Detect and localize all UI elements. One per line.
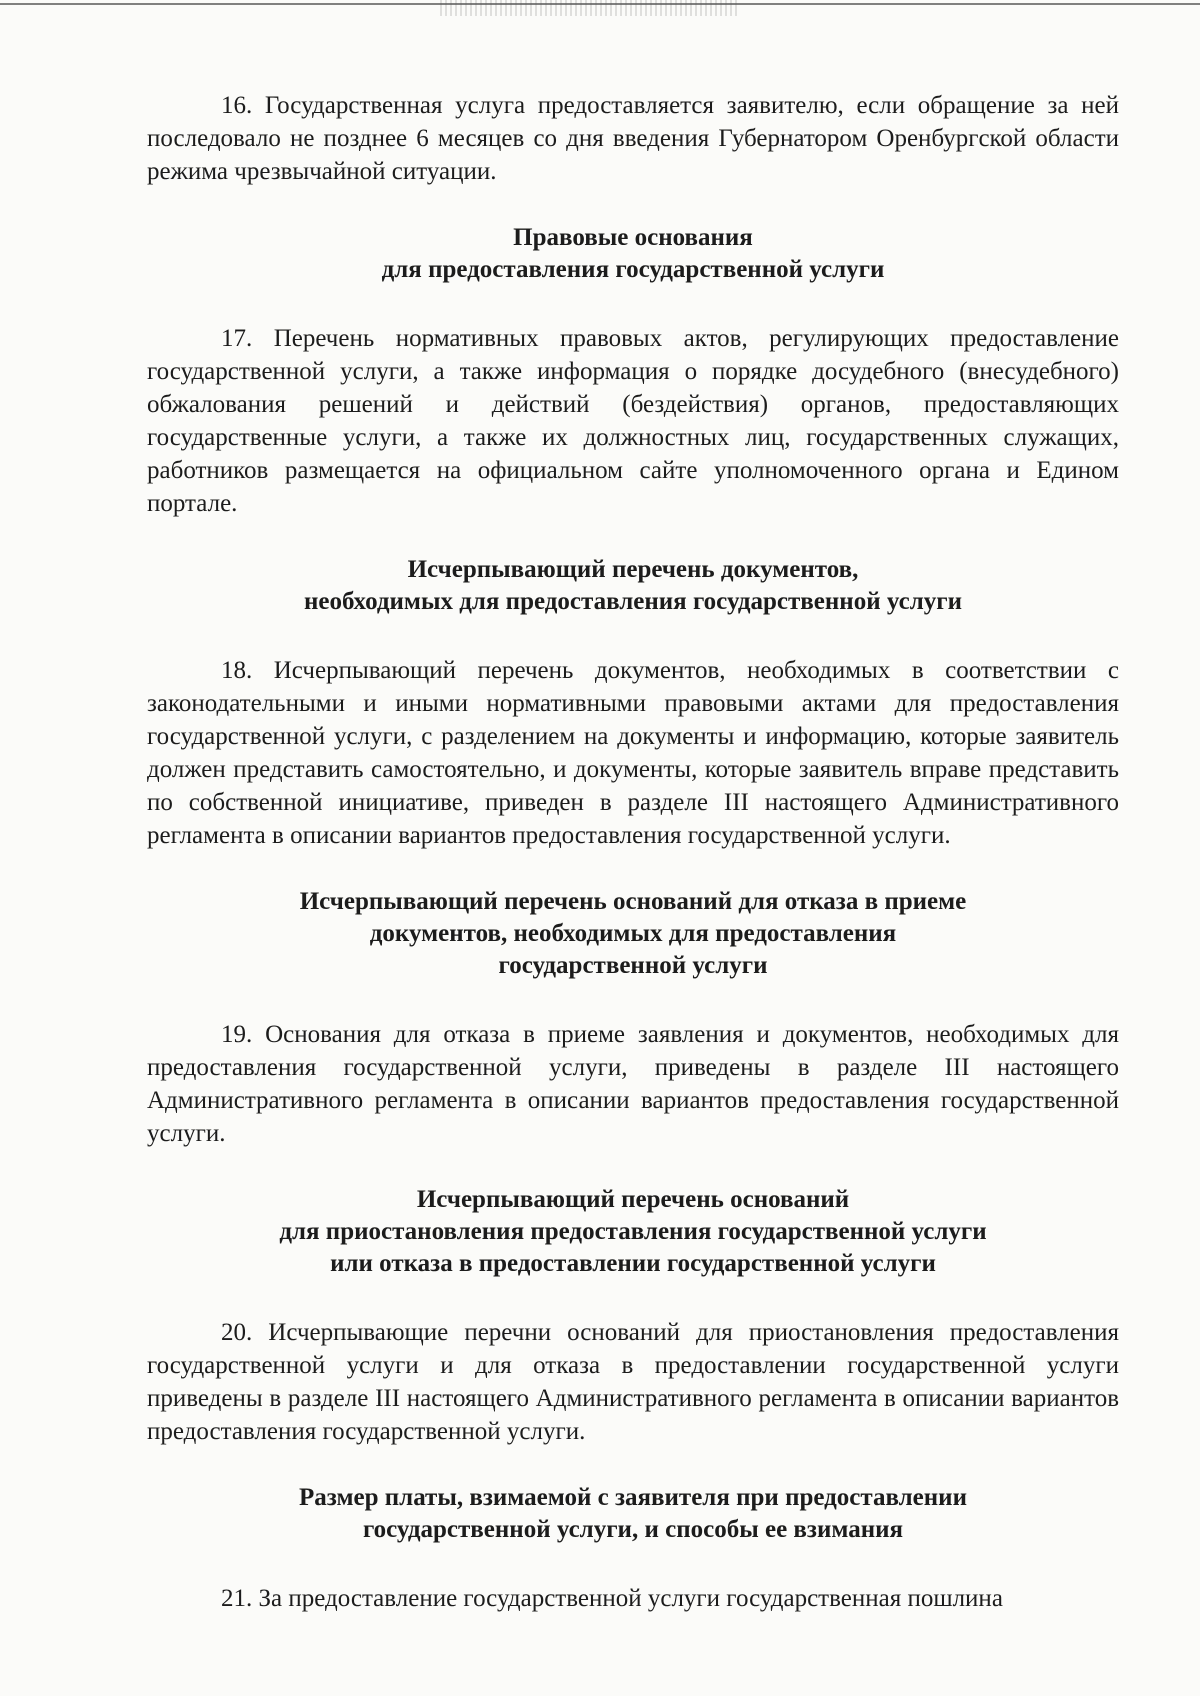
heading-fee	[147, 1482, 1119, 1546]
document-body	[147, 89, 1119, 1615]
heading-line: государственной услуги	[498, 952, 768, 979]
heading-suspension-grounds	[147, 1184, 1119, 1280]
heading-legal-basis	[147, 222, 1119, 286]
heading-refusal-grounds	[147, 886, 1119, 982]
heading-line: Исчерпывающий перечень оснований для отказа в приеме	[299, 888, 967, 915]
paragraph-17: 17. Перечень нормативных правовых актов, регулирующих предоставление государственной услуги, а также информация о порядке досудебного (внесудебного) обжалования решений и действий (бездействия) органов, предоставляющих государственные услуги, а также их должностных лиц, государственных служащих, работников размещается на официальном сайте уполномоченного органа и Едином портале.	[147, 325, 1119, 517]
heading-documents-list	[147, 554, 1119, 618]
heading-line: Исчерпывающий перечень документов,	[407, 556, 859, 583]
paragraph-21: 21. За предоставление государственной услуги государственная пошлина	[221, 1585, 1003, 1612]
paragraph-18: 18. Исчерпывающий перечень документов, необходимых в соответствии с законодательными и иными нормативными правовыми актами для предоставления государственной услуги, с разделением на документы и информацию, которые заявитель должен представить самостоятельно, и документы, которые заявитель вправе представить по собственной инициативе, приведен в разделе III настоящего Административного регламента в описании вариантов предоставления государственной услуги.	[147, 657, 1119, 849]
heading-line: или отказа в предоставлении государственной услуги	[330, 1250, 936, 1277]
scan-artifact	[440, 0, 740, 16]
paragraph-20: 20. Исчерпывающие перечни оснований для приостановления предоставления государственной услуги и для отказа в предоставлении государственной услуги приведены в разделе III настоящего Административного регламента в описании вариантов предоставления государственной услуги.	[147, 1319, 1119, 1445]
heading-line: Размер платы, взимаемой с заявителя при предоставлении	[299, 1484, 967, 1511]
heading-line: Правовые основания	[513, 224, 753, 251]
heading-line: Исчерпывающий перечень оснований	[416, 1186, 850, 1213]
heading-line: для предоставления государственной услуги	[381, 256, 885, 283]
heading-line: документов, необходимых для предоставления	[369, 920, 897, 947]
heading-line: необходимых для предоставления государственной услуги	[304, 588, 962, 615]
paragraph-19: 19. Основания для отказа в приеме заявления и документов, необходимых для предоставления государственной услуги, приведены в разделе III настоящего Административного регламента в описании вариантов предоставления государственной услуги.	[147, 1021, 1119, 1147]
heading-line: государственной услуги, и способы ее взимания	[362, 1516, 904, 1543]
heading-line: для приостановления предоставления государственной услуги	[279, 1218, 987, 1245]
paragraph-16: 16. Государственная услуга предоставляется заявителю, если обращение за ней последовало не позднее 6 месяцев со дня введения Губернатором Оренбургской области режима чрезвычайной ситуации.	[147, 92, 1119, 185]
